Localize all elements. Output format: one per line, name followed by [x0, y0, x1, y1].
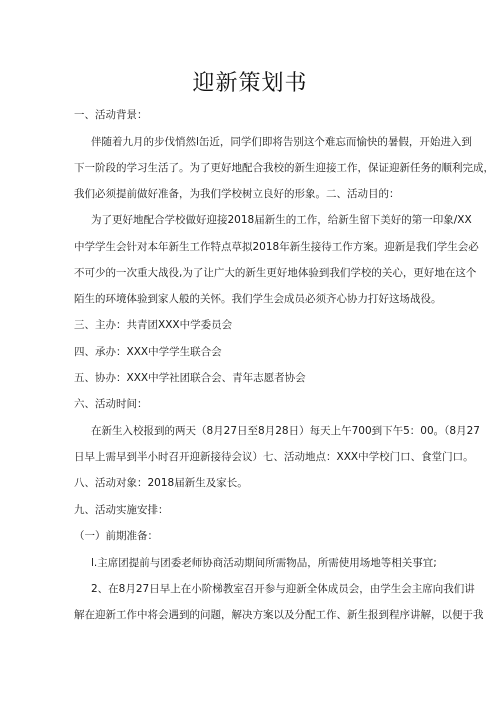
- list-item: l.主席团提前与团委老师协商活动期间所需物品，所需使用场地等相关事宜;: [91, 557, 437, 569]
- section-heading-time: 六、活动时间：: [74, 398, 148, 410]
- paragraph-line: 我们必须提前做好准备，为我们学校树立良好的形象。二、活动目的：: [74, 188, 400, 200]
- section-heading-organizer: 三、主办：共青团XXX中学委员会: [74, 319, 233, 331]
- paragraph-line: 解在迎新工作中将会遇到的问题，解决方案以及分配工作、新生报到程序讲解，以便于我: [74, 609, 484, 621]
- section-heading-undertaker: 四、承办：XXX中学学生联合会: [74, 346, 222, 358]
- section-heading-audience: 八、活动对象：2018届新生及家长。: [74, 477, 248, 489]
- paragraph-line: 伴随着九月的步伐悄然l缶近，同学们即将告别这个难忘而愉快的暑假，开始进入到: [91, 136, 472, 148]
- paragraph-line: 日早上需早到半小时召开迎新接待会议）七、活动地点：XXX中学校门口、食堂门口。: [74, 451, 474, 463]
- paragraph-line: 为了更好地配合学校做好迎接2018届新生的工作，给新生留下美好的第一印象/XX: [91, 214, 472, 226]
- document-title: 迎新策划书: [192, 71, 308, 96]
- section-heading-arrangement: 九、活动实施安排：: [74, 504, 169, 516]
- subsection-heading-preparation: （一）前期准备：: [74, 530, 158, 542]
- paragraph-line: 不可少的一次重大战役,为了让广大的新生更好地体验到我们学校的关心，更好地在这个: [74, 267, 477, 279]
- section-heading-background: 一、活动背景：: [74, 109, 148, 121]
- list-item: 2、在8月27日早上在小阶梯教室召开参与迎新全体成员会，由学生会主席向我们讲: [91, 583, 475, 595]
- paragraph-line: 中学学生会针对本年新生工作特点草拟2018年新生接待工作方案。迎新是我们学生会必: [74, 241, 479, 253]
- paragraph-line: 陌生的环境体验到家人般的关怀。我们学生会成员必须齐心协力打好这场战役。: [74, 293, 442, 305]
- section-heading-co-organizer: 五、协办：XXX中学社团联合会、青年志愿者协会: [74, 372, 306, 384]
- paragraph-line: 在新生入校报到的两天（8月27日至8月28日）每天上午700到下午5：00。（8月27: [91, 425, 480, 437]
- paragraph-line: 下一阶段的学习生活了。为了更好地配合我校的新生迎接工作，保证迎新任务的顺利完成，: [74, 162, 494, 174]
